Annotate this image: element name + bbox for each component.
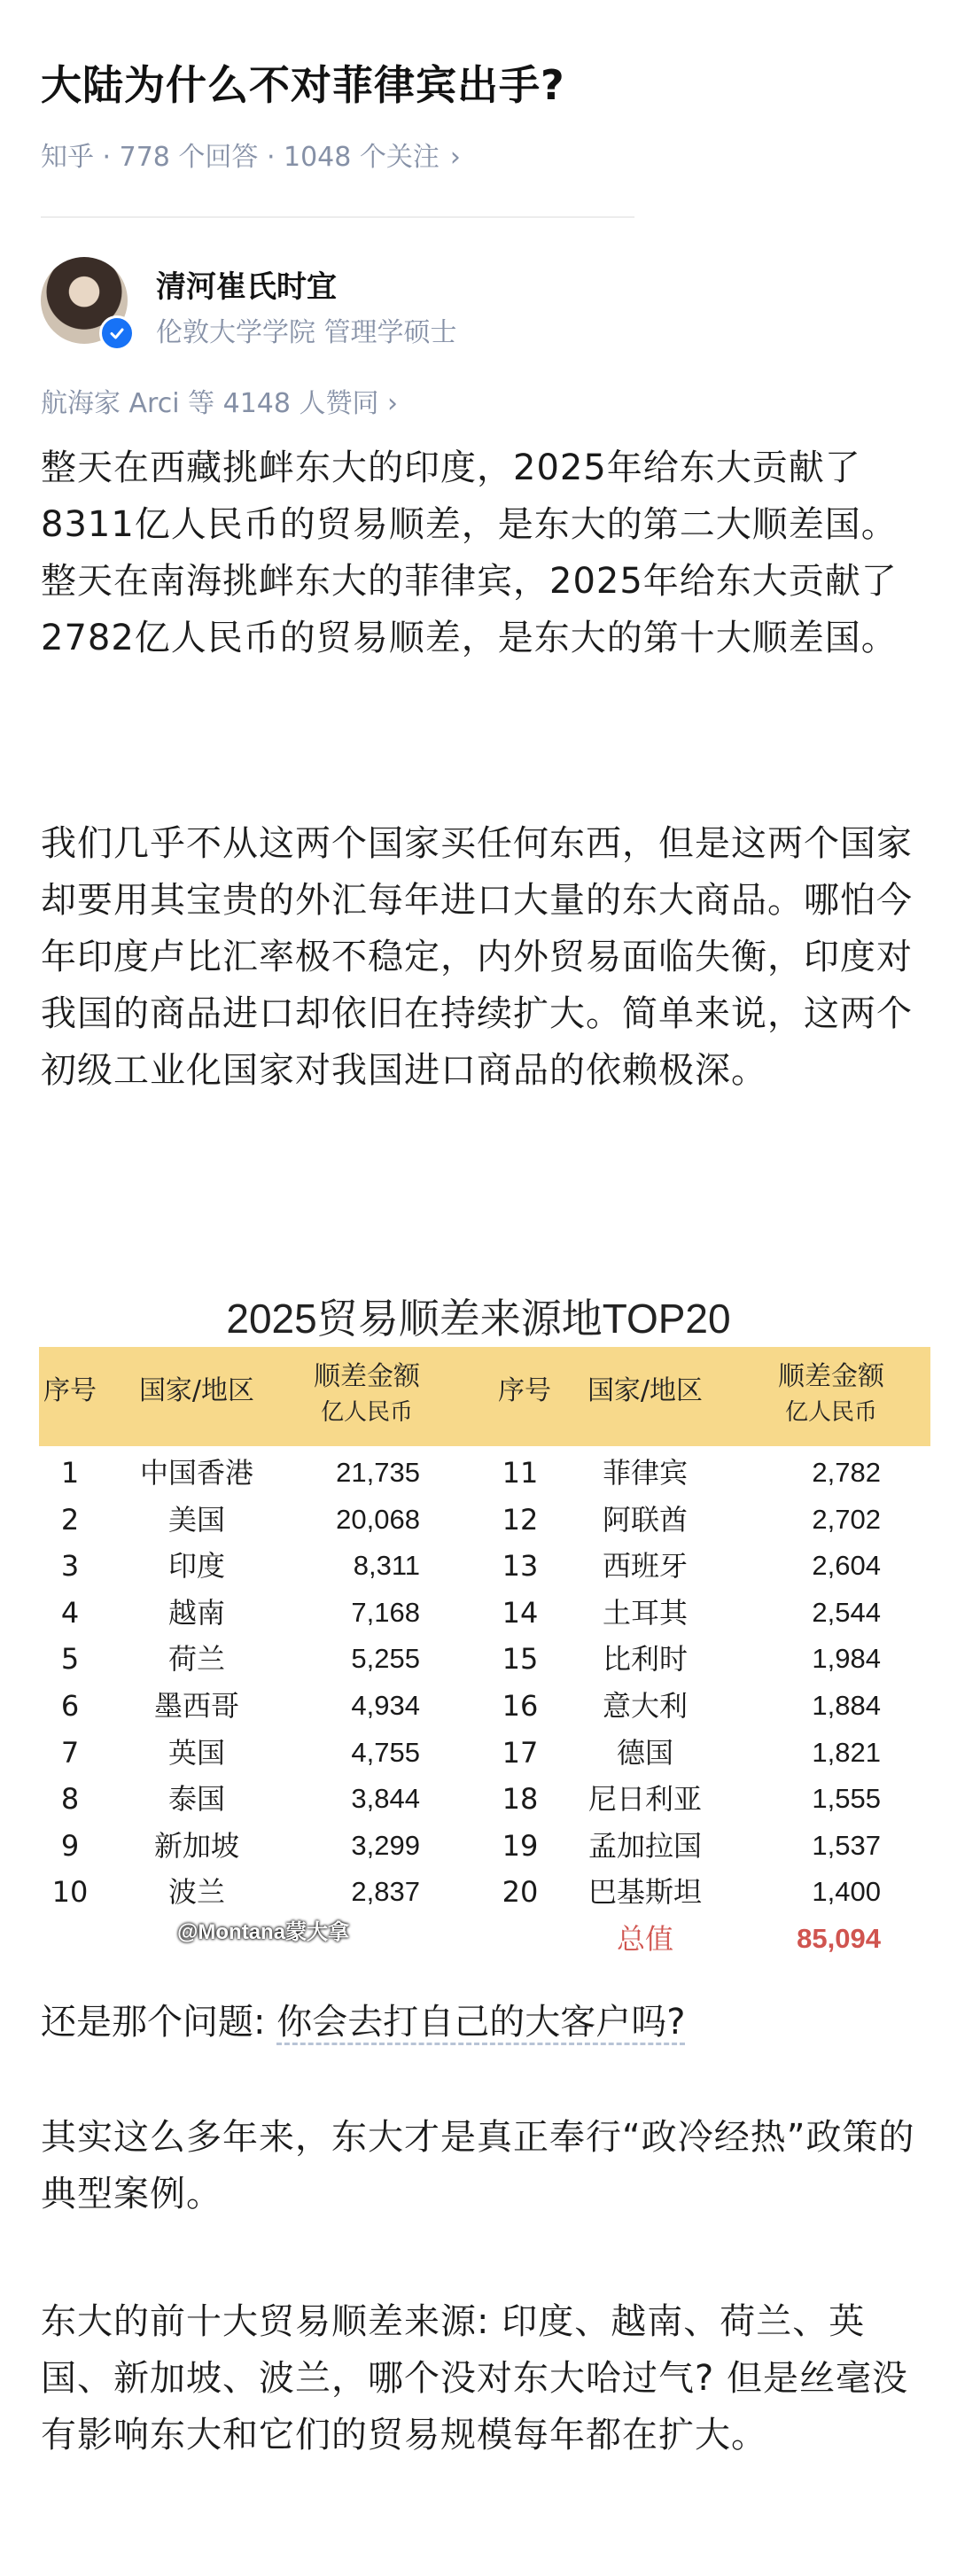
row-country: 新加坡 [153,1828,239,1863]
row-country: 菲律宾 [602,1456,688,1490]
table-total-row [39,1916,930,1962]
header-amount-right [751,1359,911,1430]
row-value: 20,068 [336,1503,420,1535]
row-value: 1,984 [812,1643,881,1675]
row-value: 2,544 [812,1596,881,1628]
row-country: 荷兰 [167,1642,225,1677]
verified-badge-icon [99,315,135,351]
total-label: 总值 [616,1922,673,1956]
row-index: 4 [60,1595,80,1630]
chevron-right-icon: › [449,142,461,173]
row-country: 德国 [616,1735,673,1770]
row-value: 1,821 [812,1736,881,1768]
row-index: 2 [60,1502,80,1537]
table-row [39,1730,930,1776]
row-country: 墨西哥 [153,1689,239,1723]
table-row [39,1823,930,1869]
row-index: 11 [502,1456,539,1490]
row-country: 意大利 [602,1689,688,1723]
author-description: 伦敦大学学院 管理学硕士 [156,317,457,348]
image-watermark: @Montana蒙大拿 [177,1920,350,1944]
table-row [39,1497,930,1543]
header-amount-left [296,1359,438,1430]
row-country: 比利时 [602,1642,688,1677]
row-index: 10 [51,1875,89,1910]
row-value: 1,884 [812,1690,881,1721]
row-value: 8,311 [353,1550,420,1582]
header-idx-left: 序号 [43,1375,97,1406]
row-value: 2,837 [351,1876,420,1908]
row-country: 尼日利亚 [587,1782,702,1817]
header-country-left: 国家/地区 [138,1375,255,1406]
row-country: 美国 [167,1502,225,1537]
row-index: 6 [60,1689,80,1723]
row-index: 14 [502,1595,539,1630]
row-index: 15 [502,1642,539,1677]
row-value: 1,537 [812,1829,881,1861]
row-value: 1,555 [812,1783,881,1815]
header-unit-label: 亿人民币 [320,1399,413,1426]
row-value: 1,400 [812,1876,881,1908]
table-row [39,1776,930,1822]
row-index: 17 [502,1735,539,1770]
table-header [39,1347,930,1446]
row-value: 3,844 [351,1783,420,1815]
paragraph-3-prefix: 还是那个问题: [41,2002,277,2043]
row-country: 土耳其 [602,1595,688,1630]
row-country: 巴基斯坦 [587,1875,702,1910]
row-value: 4,755 [351,1736,420,1768]
table-row [39,1636,930,1682]
header-amount-label: 顺差金额 [314,1361,420,1392]
header-divider [41,216,634,218]
row-index: 20 [502,1875,539,1910]
row-index: 8 [60,1782,80,1817]
answer-paragraph-5: 东大的前十大贸易顺差来源: 印度、越南、荷兰、英国、新加坡、波兰，哪个没对东大哈过气? 但是丝毫没有影响东大和它们的贸易规模每年都在扩大。 [41,2301,908,2455]
answer-paragraph-4: 其实这么多年来，东大才是真正奉行“政冷经热”政策的典型案例。 [41,2117,915,2214]
answer-paragraph-2: 我们几乎不从这两个国家买任何东西，但是这两个国家却要用其宝贵的外汇每年进口大量的东大商品。哪怕今年印度卢比汇率极不稳定，内外贸易面临失衡，印度对我国的商品进口却依旧在持续扩大。简单来说，这两个初级工业化国家对我国进口商品的依赖极深。 [41,823,913,1091]
question-title[interactable]: 大陆为什么不对菲律宾出手? [41,61,565,109]
header-unit-label: 亿人民币 [784,1399,877,1426]
row-country: 孟加拉国 [587,1828,702,1863]
row-value: 7,168 [351,1596,420,1628]
table-row [39,1543,930,1589]
row-index: 13 [502,1549,539,1584]
row-index: 16 [502,1689,539,1723]
table-row [39,1590,930,1636]
row-index: 3 [60,1549,80,1584]
row-index: 7 [60,1735,80,1770]
upvoters-link[interactable]: 航海家 Arci 等 4148 人赞同 › [41,388,399,419]
row-value: 2,782 [812,1457,881,1488]
table-title: 2025贸易顺差来源地TOP20 [226,1296,731,1342]
row-country: 越南 [167,1595,225,1630]
row-country: 西班牙 [602,1549,688,1584]
row-country: 英国 [167,1735,225,1770]
answer-paragraph-3 [41,1994,685,2051]
total-value: 85,094 [797,1923,881,1954]
table-row [39,1869,930,1915]
row-index: 5 [60,1642,80,1677]
row-value: 5,255 [351,1643,420,1675]
row-value: 3,299 [351,1829,420,1861]
table-row [39,1683,930,1729]
author-name[interactable]: 清河崔氏时宜 [156,269,337,305]
question-link[interactable]: 你会去打自己的大客户吗? [276,2002,685,2045]
row-index: 19 [502,1828,539,1863]
row-country: 印度 [167,1549,225,1584]
row-index: 18 [502,1782,539,1817]
row-country: 阿联酋 [602,1502,688,1537]
row-value: 4,934 [351,1690,420,1721]
row-index: 1 [60,1456,80,1490]
row-index: 12 [502,1502,539,1537]
question-meta[interactable] [41,135,461,174]
answer-paragraph-1: 整天在西藏挑衅东大的印度，2025年给东大贡献了8311亿人民币的贸易顺差，是东大的第二大顺差国。整天在南海挑衅东大的菲律宾，2025年给东大贡献了2782亿人民币的贸易顺差，是东大的第十大顺差国。 [41,447,898,658]
row-value: 21,735 [336,1457,420,1488]
row-country: 泰国 [167,1782,225,1817]
row-country: 波兰 [167,1875,225,1910]
question-meta-text: 知乎 · 778 个回答 · 1048 个关注 [41,142,440,173]
header-amount-label: 顺差金额 [778,1361,884,1392]
table-row [39,1450,930,1496]
header-country-right: 国家/地区 [587,1375,704,1406]
row-index: 9 [60,1828,80,1863]
header-idx-right: 序号 [498,1375,551,1406]
row-country: 中国香港 [139,1456,253,1490]
row-value: 2,702 [812,1503,881,1535]
row-value: 2,604 [812,1550,881,1582]
